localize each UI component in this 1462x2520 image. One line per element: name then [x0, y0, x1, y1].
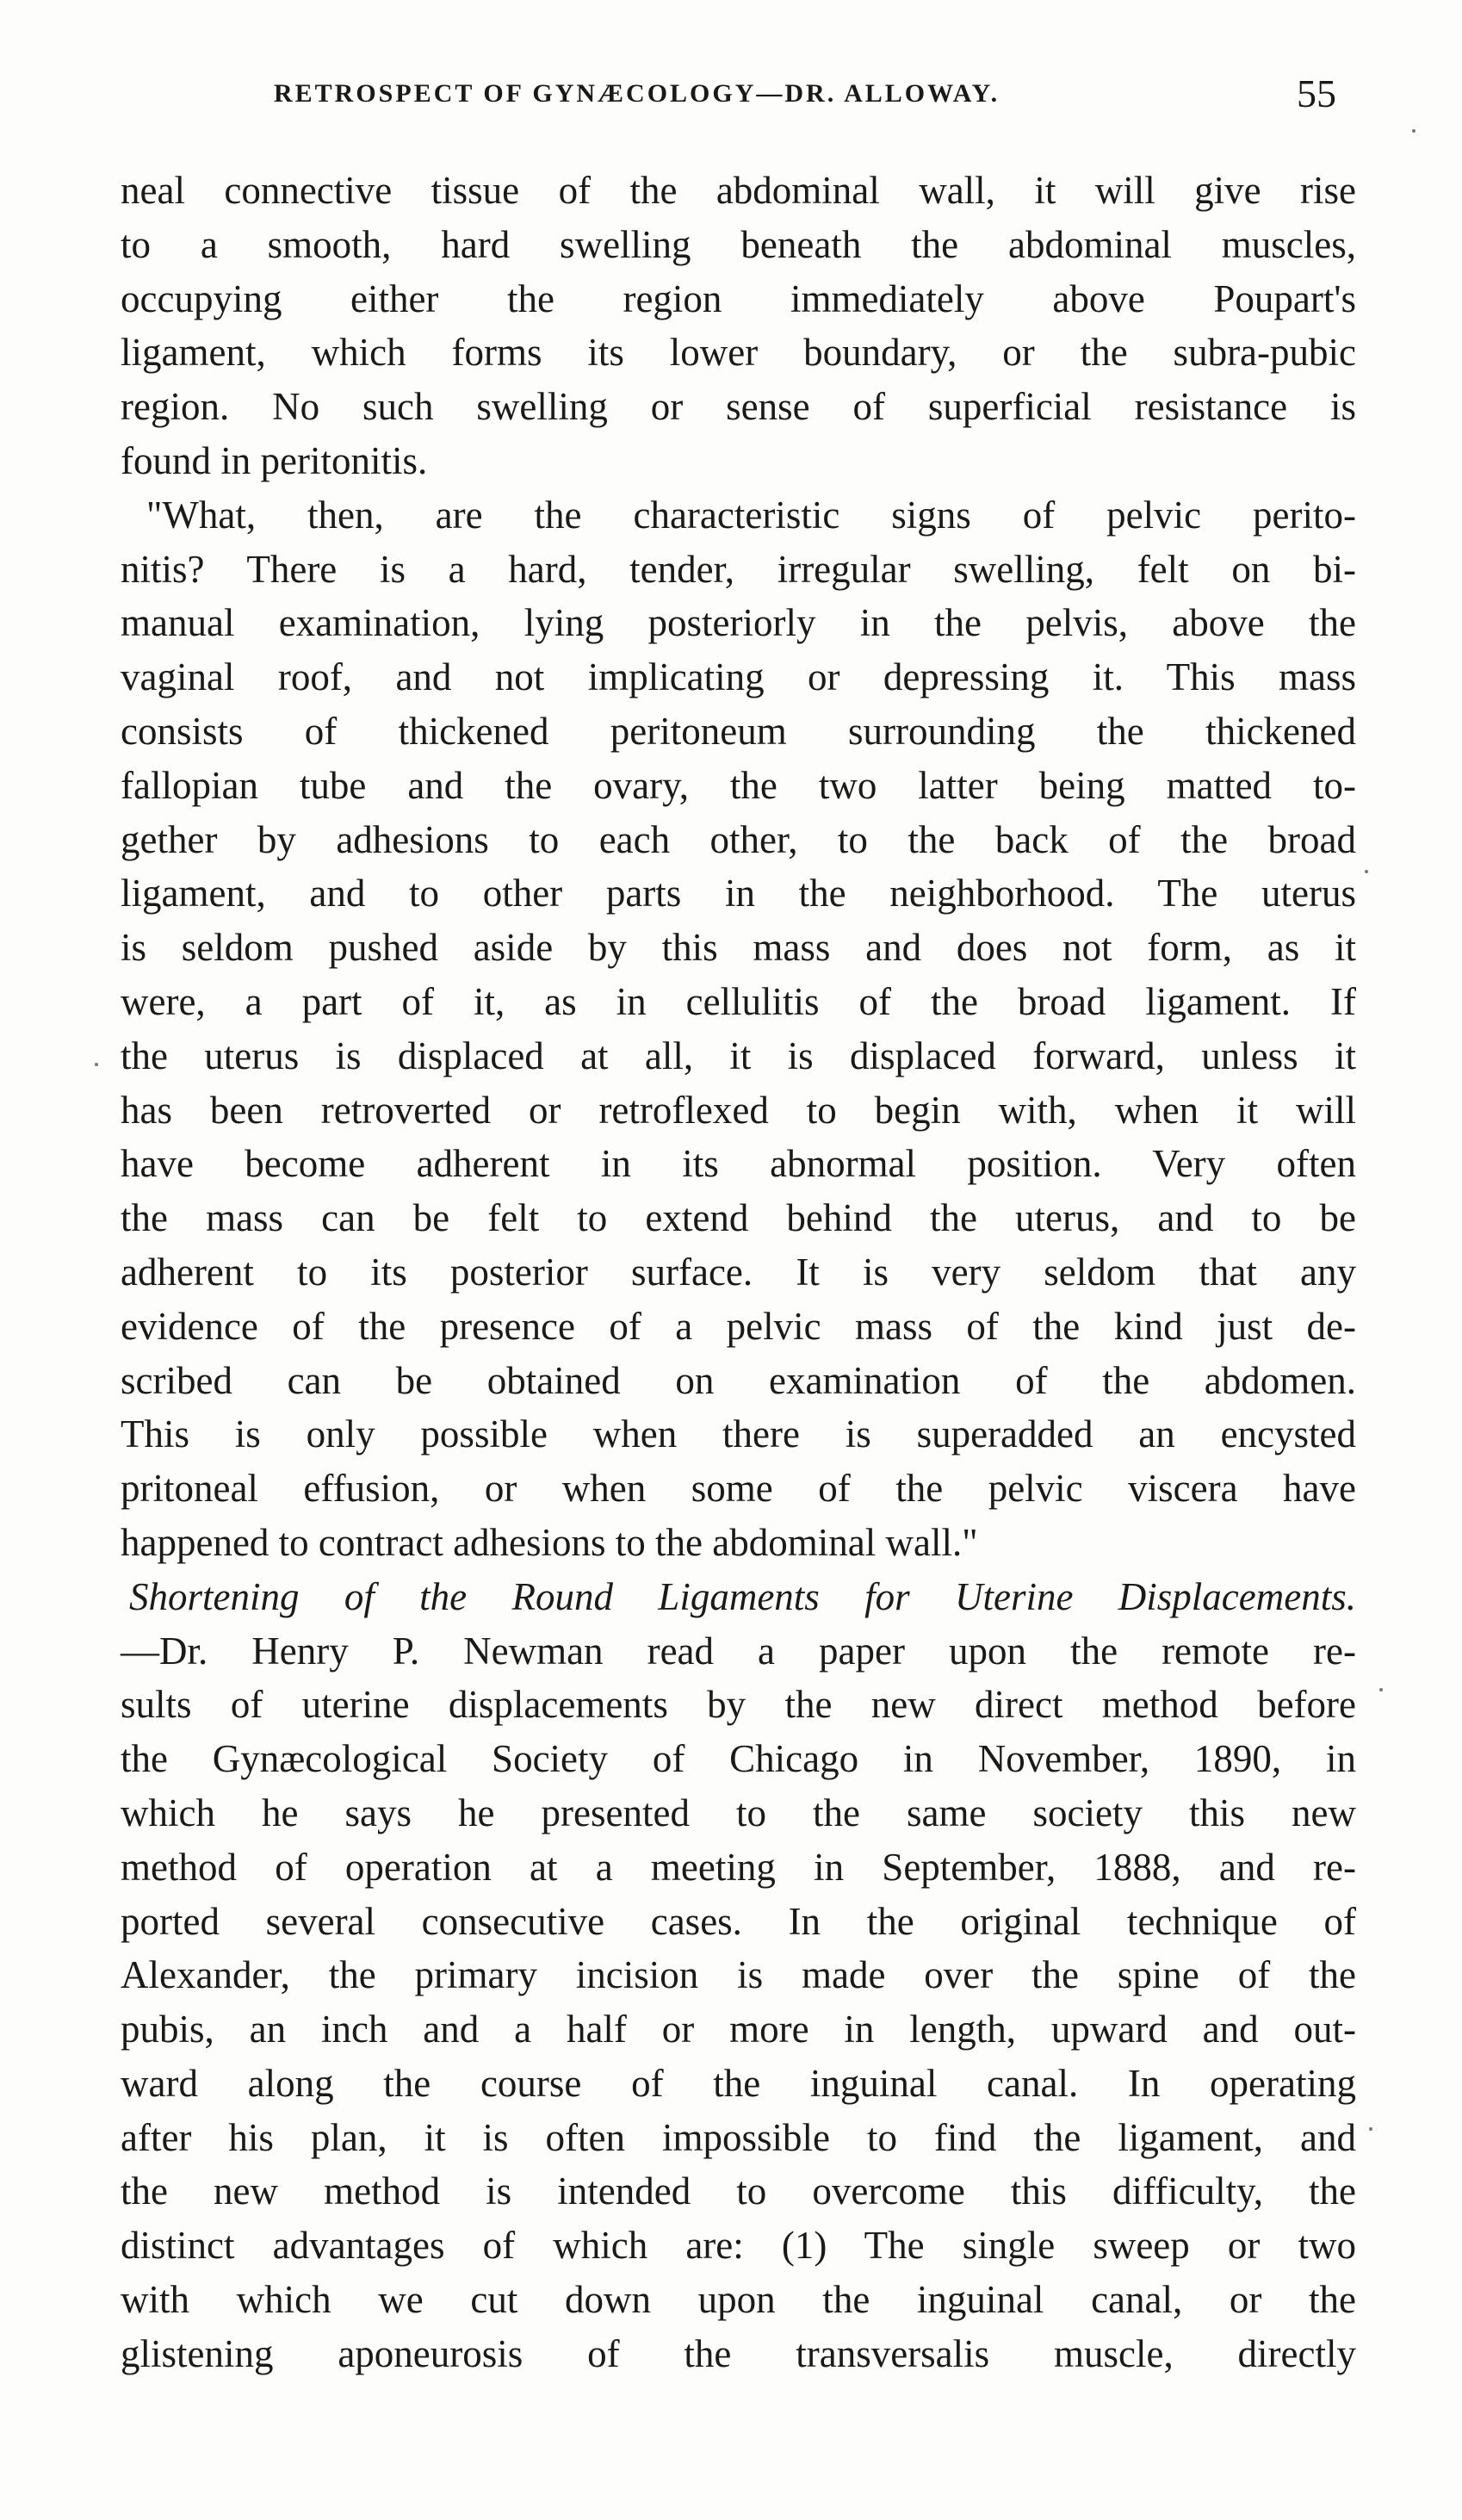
text-line: fallopian tube and the ovary, the two latter being matted to- — [121, 763, 1356, 807]
text-line: nitis? There is a hard, tender, irregular swelling, felt on bi- — [121, 547, 1356, 591]
text-line: the mass can be felt to extend behind the uterus, and to be — [121, 1196, 1356, 1240]
text-line: ward along the course of the inguinal canal. In operating — [121, 2061, 1356, 2105]
running-header — [0, 71, 1462, 122]
text-line: ligament, and to other parts in the neighborhood. The uterus — [121, 872, 1356, 916]
text-line: manual examination, lying posteriorly in the pelvis, above the — [121, 601, 1356, 645]
text-line: evidence of the presence of a pelvic mass of the kind just de- — [121, 1304, 1356, 1348]
text-line: which he says he presented to the same society this new — [121, 1791, 1356, 1834]
text-line: the uterus is displaced at all, it is displaced forward, unless it — [121, 1033, 1356, 1077]
text-line: the new method is intended to overcome this difficulty, the — [121, 2169, 1356, 2213]
text-line: ported several consecutive cases. In the original technique of — [121, 1899, 1356, 1943]
text-line: found in peritonitis. — [121, 438, 428, 482]
text-line: sults of uterine displacements by the new direct method before — [121, 1683, 1356, 1727]
text-line: to a smooth, hard swelling beneath the abdominal muscles, — [121, 222, 1356, 266]
text-line: has been retroverted or retroflexed to begin with, when it will — [121, 1088, 1356, 1132]
text-line: neal connective tissue of the abdominal wall, it will give rise — [121, 169, 1356, 212]
scan-speck — [1365, 870, 1368, 873]
text-line: after his plan, it is often impossible to find the ligament, and — [121, 2115, 1356, 2159]
text-line: the Gynæcological Society of Chicago in November, 1890, in — [121, 1737, 1356, 1781]
text-line: is seldom pushed aside by this mass and does not form, as it — [121, 926, 1356, 970]
text-line: pubis, an inch and a half or more in length, upward and out- — [121, 2008, 1356, 2051]
scan-speck — [1379, 1688, 1383, 1691]
text-line: This is only possible when there is superadded an encysted — [121, 1412, 1356, 1456]
paragraph-round-ligaments — [121, 1570, 1356, 2381]
text-line: consists of thickened peritoneum surrounding the thickened — [121, 709, 1356, 753]
scan-speck — [95, 1063, 98, 1066]
text-line: adherent to its posterior surface. It is very seldom that any — [121, 1250, 1356, 1294]
text-line: vaginal roof, and not implicating or depressing it. This mass — [121, 655, 1356, 699]
page-number: 55 — [1297, 71, 1336, 115]
scan-speck — [1412, 129, 1416, 133]
text-line: "What, then, are the characteristic signs of pelvic perito- — [146, 493, 1356, 537]
section-heading: Shortening of the Round Ligaments for Uterine Displacements. — [129, 1574, 1356, 1618]
text-line: scribed can be obtained on examination of the abdomen. — [121, 1358, 1356, 1402]
paragraph-pelvic-peritonitis-signs — [121, 488, 1356, 1570]
scan-speck — [1369, 2127, 1372, 2131]
text-line: method of operation at a meeting in September, 1888, and re- — [121, 1845, 1356, 1889]
text-line: gether by adhesions to each other, to the back of the broad — [121, 817, 1356, 861]
text-line: glistening aponeurosis of the transversalis muscle, directly — [121, 2331, 1356, 2375]
text-line: region. No such swelling or sense of superficial resistance is — [121, 385, 1356, 429]
text-line: distinct advantages of which are: (1) The single sweep or two — [121, 2224, 1356, 2268]
text-line: ligament, which forms its lower boundary, or the subra-pubic — [121, 331, 1356, 375]
text-line: with which we cut down upon the inguinal canal, or the — [121, 2278, 1356, 2322]
text-line: Alexander, the primary incision is made over the spine of the — [121, 1953, 1356, 1997]
text-line: were, a part of it, as in cellulitis of the broad ligament. If — [121, 979, 1356, 1023]
running-title: RETROSPECT OF GYNÆCOLOGY—DR. ALLOWAY. — [274, 79, 1000, 108]
text-line: occupying either the region immediately above Poupart's — [121, 276, 1356, 320]
paragraph-peritonitis-swelling — [121, 164, 1356, 488]
text-line: —Dr. Henry P. Newman read a paper upon the remote re- — [121, 1629, 1356, 1673]
text-line: have become adherent in its abnormal position. Very often — [121, 1142, 1356, 1186]
text-line: pritoneal effusion, or when some of the pelvic viscera have — [121, 1467, 1356, 1511]
body-text — [121, 164, 1356, 2381]
text-line: happened to contract adhesions to the abdominal wall." — [121, 1520, 978, 1564]
